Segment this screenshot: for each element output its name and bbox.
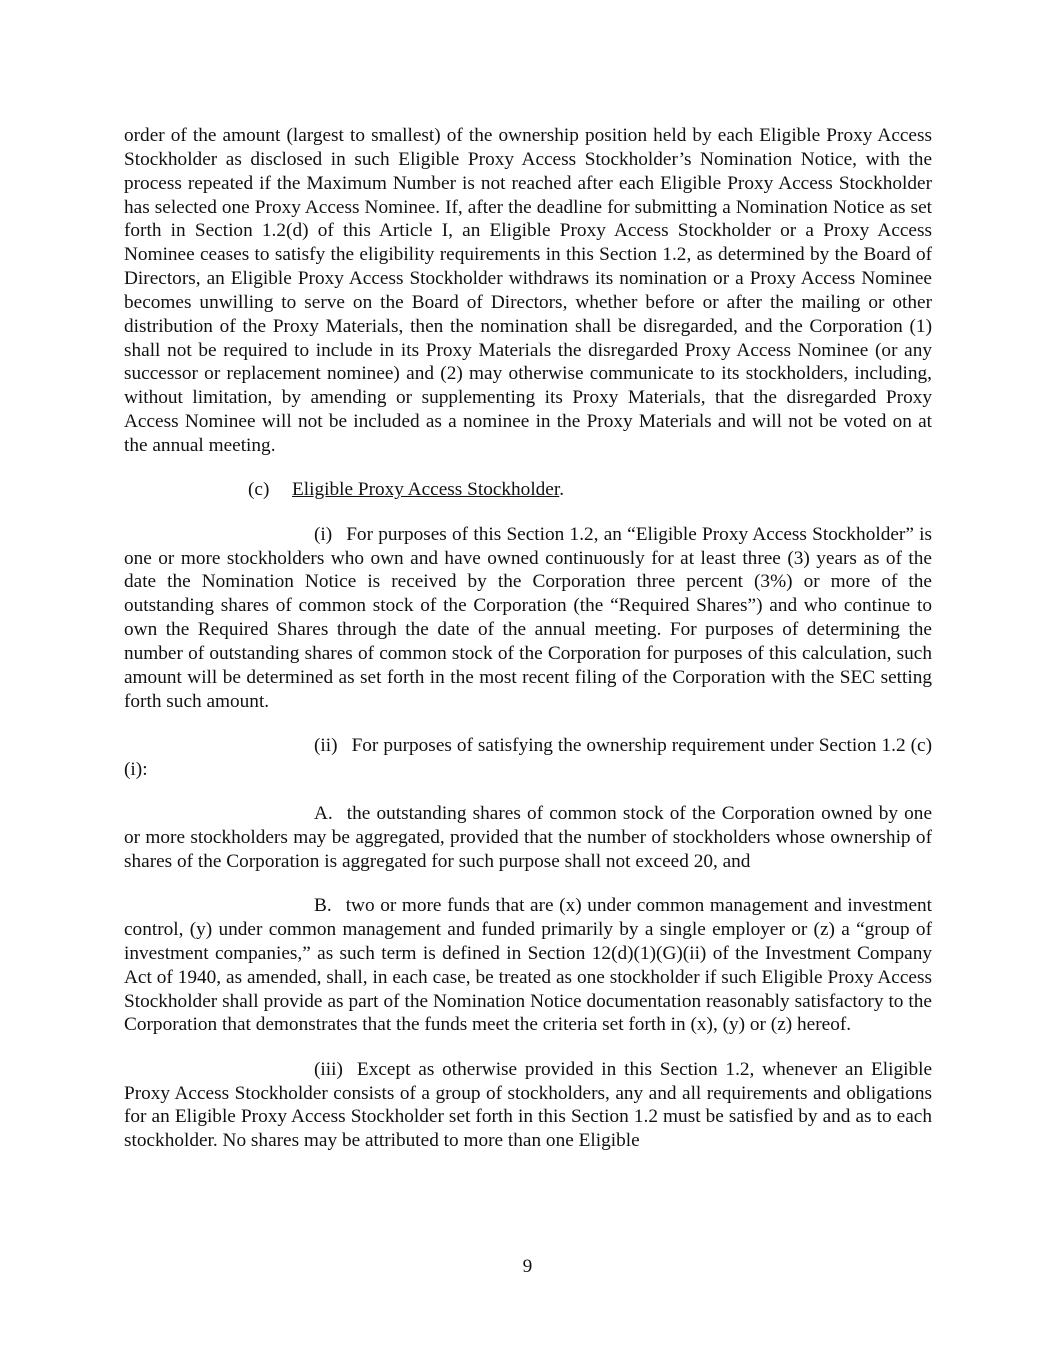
paragraph-ii-label: (ii) xyxy=(314,734,338,756)
paragraph-i-label: (i) xyxy=(314,523,333,545)
document-body xyxy=(124,124,932,1174)
paragraph-i xyxy=(124,523,932,714)
paragraph-b-text: two or more funds that are (x) under common management and investment control, (y) under common management and funded primarily by a single employer or (z) a “group of investment companies,” as such term is defined in Section 12(d)(1)(G)(ii) of the Investment Company Act of 1940, as amended, shall, in each case, be treated as one stockholder if such Eligible Proxy Access Stockholder shall provide as part of the Nomination Notice documentation reasonably satisfactory to the Corporation that demonstrates that the funds meet the criteria set forth in (x), (y) or (z) hereof. xyxy=(124,895,932,1036)
paragraph-continuation: order of the amount (largest to smallest) of the ownership position held by each Eligible Proxy Access Stockholder as disclosed in such Eligible Proxy Access Stockholder’s Nomination Notice, with the process repeated if the Maximum Number is not reached after each Eligible Proxy Access Stockholder has selected one Proxy Access Nominee. If, after the deadline for submitting a Nomination Notice as set forth in Section 1.2(d) of this Article I, an Eligible Proxy Access Stockholder or a Proxy Access Nominee ceases to satisfy the eligibility requirements in this Section 1.2, as determined by the Board of Directors, an Eligible Proxy Access Stockholder withdraws its nomination or a Proxy Access Nominee becomes unwilling to serve on the Board of Directors, whether before or after the mailing or other distribution of the Proxy Materials, then the nomination shall be disregarded, and the Corporation (1) shall not be required to include in its Proxy Materials the disregarded Proxy Access Nominee (or any successor or replacement nominee) and (2) may otherwise communicate to its stockholders, including, without limitation, by amending or supplementing its Proxy Materials, that the disregarded Proxy Access Nominee will not be included as a nominee in the Proxy Materials and will not be voted on at the annual meeting. xyxy=(124,125,932,456)
section-c-label: (c) xyxy=(248,479,270,501)
paragraph-b-label: B. xyxy=(314,895,332,917)
section-c-heading xyxy=(124,478,932,502)
paragraph-iii-label: (iii) xyxy=(314,1058,343,1080)
paragraph-b xyxy=(124,894,932,1037)
page-number: 9 xyxy=(522,1256,533,1277)
paragraph-a-label: A. xyxy=(314,803,333,825)
section-c-title: Eligible Proxy Access Stockholder xyxy=(292,479,560,501)
paragraph-ii xyxy=(124,734,932,782)
section-c-period: . xyxy=(559,479,565,501)
paragraph-ii-text: For purposes of satisfying the ownership requirement under Section 1.2 (c)(i): xyxy=(124,734,932,780)
paragraph-iii xyxy=(124,1058,932,1153)
paragraph-iii-text: Except as otherwise provided in this Section 1.2, whenever an Eligible Proxy Access Stockholder consists of a group of stockholders, any and all requirements and obligations for an Eligible Proxy Access Stockholder set forth in this Section 1.2 must be satisfied by and as to each stockholder. No shares may be attributed to more than one Eligible xyxy=(124,1058,932,1152)
paragraph-a xyxy=(124,802,932,874)
paragraph-i-text: For purposes of this Section 1.2, an “Eligible Proxy Access Stockholder” is one or more stockholders who own and have owned continuously for at least three (3) years as of the date the Nomination Notice is received by the Corporation three percent (3%) or more of the outstanding shares of common stock of the Corporation (the “Required Shares”) and who continue to own the Required Shares through the date of the annual meeting. For purposes of determining the number of outstanding shares of common stock of the Corporation for purposes of this calculation, such amount will be determined as set forth in the most recent filing of the Corporation with the SEC setting forth such amount. xyxy=(124,523,932,712)
paragraph-a-text: the outstanding shares of common stock of the Corporation owned by one or more stockholders may be aggregated, provided that the number of stockholders whose ownership of shares of the Corporation is aggregated for such purpose shall not exceed 20, and xyxy=(124,803,932,872)
